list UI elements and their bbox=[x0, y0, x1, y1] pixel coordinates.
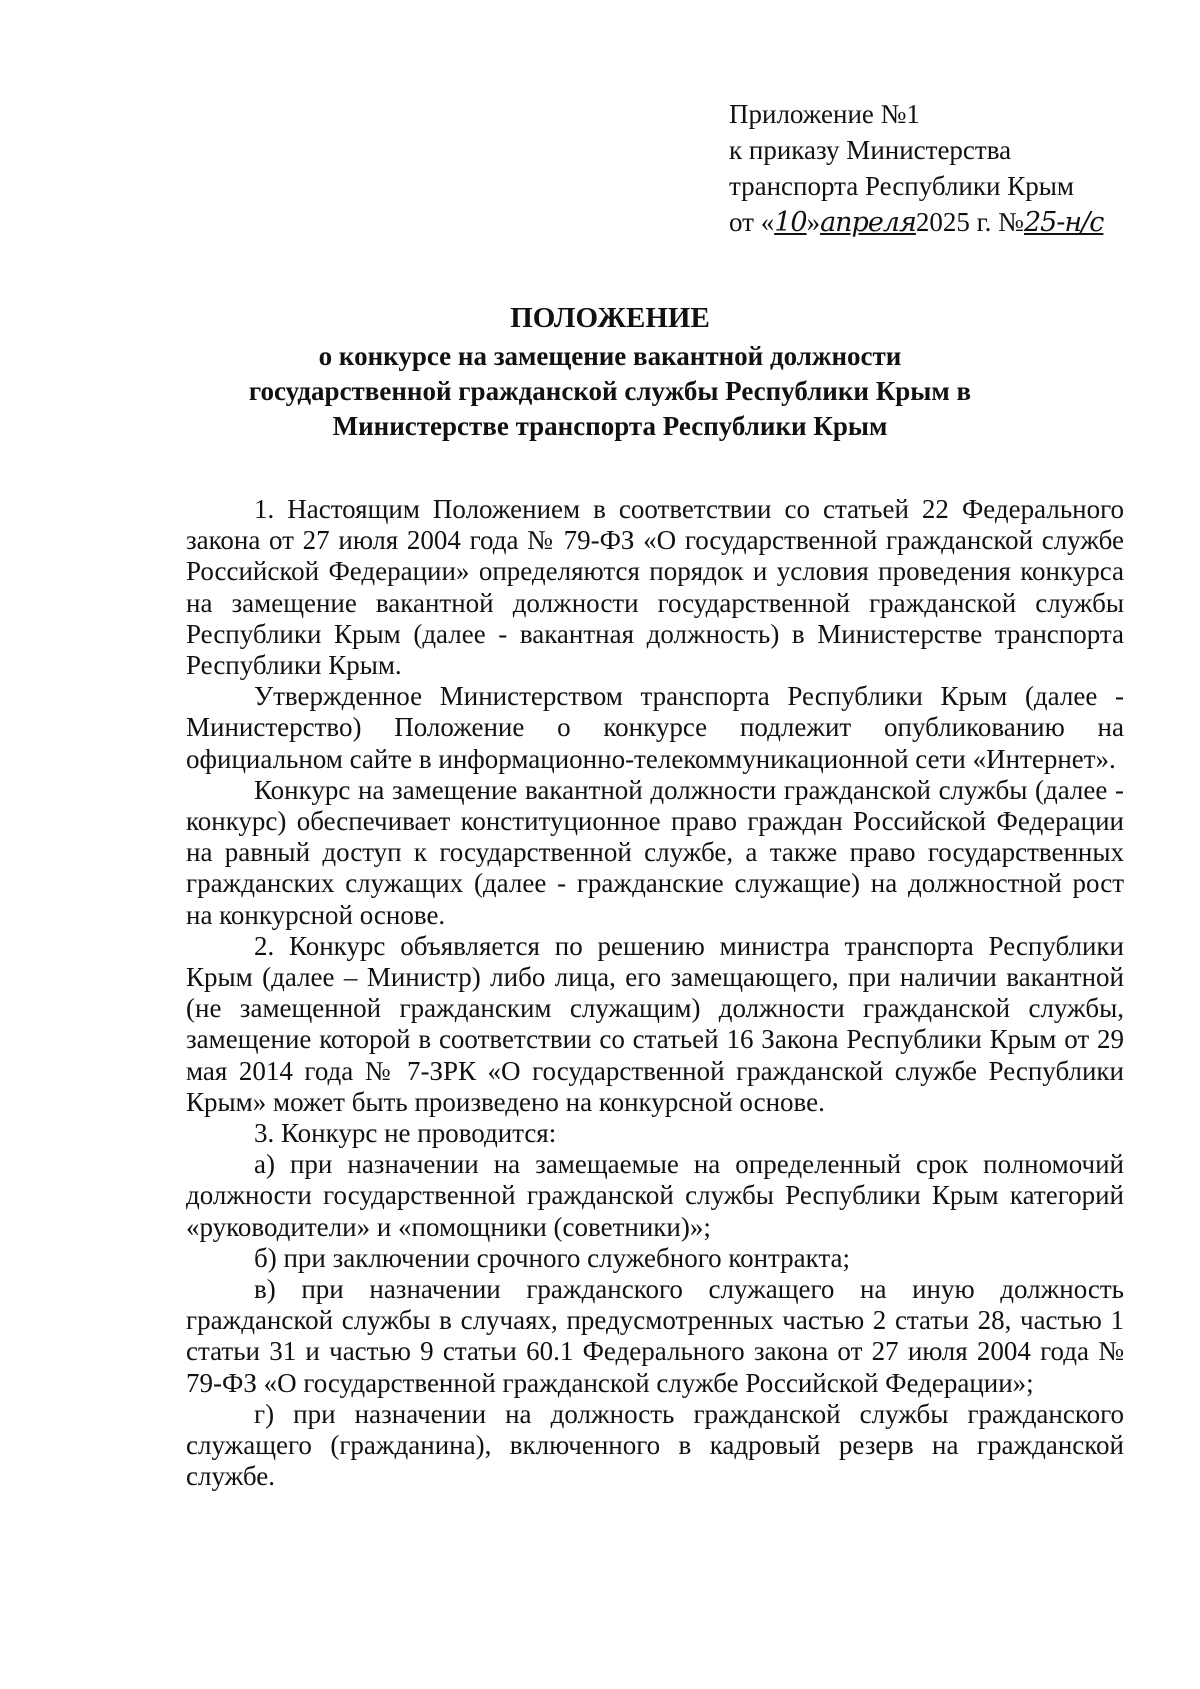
annex-year: 2025 г. № bbox=[915, 207, 1024, 237]
annex-ministry: транспорта Республики Крым bbox=[729, 171, 1074, 201]
annex-title: Приложение №1 bbox=[729, 99, 920, 129]
annex-header bbox=[729, 96, 1169, 241]
title-main: ПОЛОЖЕНИЕ bbox=[510, 302, 710, 334]
title-line-2: государственной гражданской службы Республики Крым в bbox=[248, 376, 972, 406]
annex-date-line bbox=[729, 204, 1169, 241]
paragraph-6: а) при назначении на замещаемые на определенный срок полномочий должности государственной гражданской службы Республики Крым категорий «руководители» и «помощники (советники)»; bbox=[186, 1149, 1124, 1242]
paragraph-9: г) при назначении на должность гражданской службы гражданского служащего (гражданина), включенного в кадровый резерв на гражданской службе. bbox=[186, 1398, 1124, 1492]
paragraph-8: в) при назначении гражданского служащего на иную должность гражданской службы в случаях, предусмотренных частью 2 статьи 28, частью 1 статьи 31 и частью 9 статьи 60.1 Федерального закона от 27 июля 2004 года № 79-ФЗ «О государственной гражданской службе Российской Федерации»; bbox=[186, 1274, 1124, 1398]
paragraph-5: 3. Конкурс не проводится: bbox=[254, 1118, 557, 1149]
paragraph-2: Утвержденное Министерством транспорта Республики Крым (далее - Министерство) Положение о конкурсе подлежит опубликованию на официальном сайте в информационно-телекоммуникационной сети «Интернет». bbox=[186, 681, 1124, 774]
annex-order-ref: к приказу Министерства bbox=[729, 135, 1012, 165]
annex-month-handwritten: апреля bbox=[820, 207, 916, 238]
document-body bbox=[186, 494, 1124, 1493]
title-line-1: о конкурсе на замещение вакантной должности bbox=[318, 341, 902, 371]
paragraph-4: 2. Конкурс объявляется по решению министра транспорта Республики Крым (далее – Министр) либо лица, его замещающего, при наличии вакантной (не замещенной гражданским служащим) должности гражданской службы, замещение которой в соответствии со статьей 16 Закона Республики Крым от 29 мая 2014 года № 7-ЗРК «О государственной гражданской службе Республики Крым» может быть произведено на конкурсной основе. bbox=[186, 930, 1124, 1117]
annex-day-handwritten: 10 bbox=[774, 207, 807, 238]
annex-date-mid: » bbox=[806, 207, 821, 237]
annex-date-prefix: от « bbox=[729, 207, 775, 237]
paragraph-1: 1. Настоящим Положением в соответствии со статьей 22 Федерального закона от 27 июля 2004 года № 79-ФЗ «О государственной гражданской службе Российской Федерации» определяются порядок и условия проведения конкурса на замещение вакантной должности государственной гражданской службы Республики Крым (далее - вакантная должность) в Министерстве транспорта Республики Крым. bbox=[186, 494, 1124, 681]
paragraph-7: б) при заключении срочного служебного контракта; bbox=[254, 1242, 851, 1273]
annex-number-handwritten: 25-н/с bbox=[1023, 207, 1104, 238]
document-title bbox=[190, 297, 1030, 444]
title-line-3: Министерстве транспорта Республики Крым bbox=[332, 411, 888, 441]
paragraph-3: Конкурс на замещение вакантной должности гражданской службы (далее - конкурс) обеспечивает конституционное право граждан Российской Федерации на равный доступ к государственной службе, а также право государственных гражданских служащих (далее - гражданские служащие) на должностной рост на конкурсной основе. bbox=[186, 774, 1124, 930]
